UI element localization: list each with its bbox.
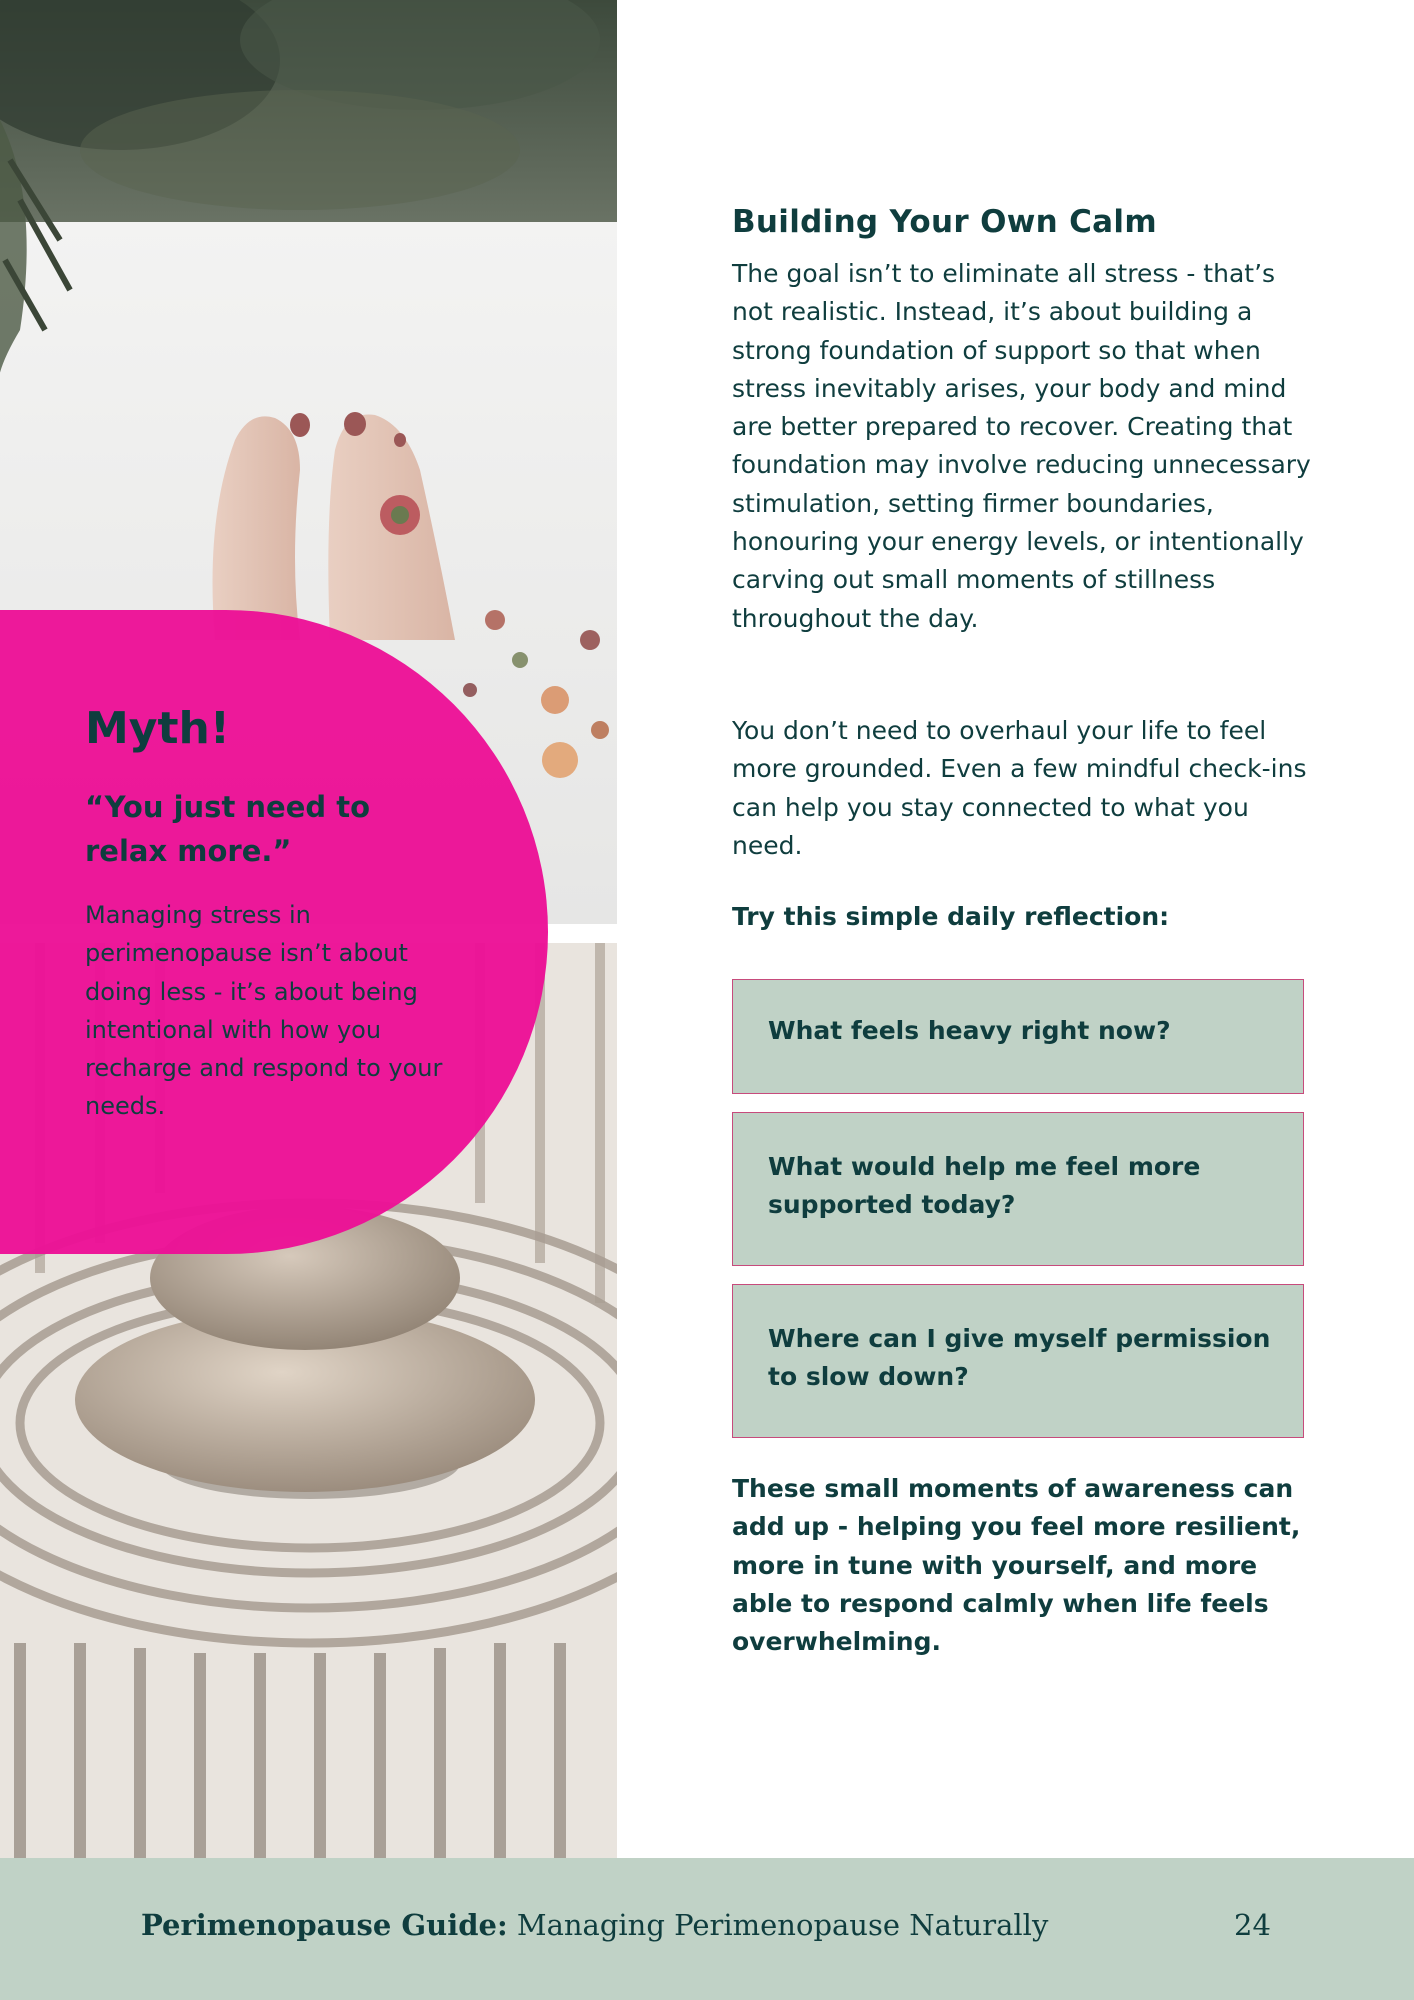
reflection-question-text: What would help me feel more supported today? (768, 1152, 1201, 1220)
section-title: Building Your Own Calm (732, 204, 1157, 240)
reflection-question-text: What feels heavy right now? (768, 1016, 1171, 1045)
myth-body: Managing stress in perimenopause isn’t about doing less - it’s about being intentional with how you recharge and respond to your needs. (85, 901, 443, 1121)
footer-guide-subtitle: Managing Perimenopause Naturally (516, 1908, 1049, 1942)
footer-guide-label: Perimenopause Guide: (141, 1908, 508, 1942)
myth-quote: “You just need to relax more.” (85, 790, 371, 868)
footer-guide-title (141, 1908, 1048, 1942)
reflection-question-box (732, 1112, 1304, 1266)
paragraph-2: You don’t need to overhaul your life to feel more grounded. Even a few mindful check-ins can help you stay connected to what you need. (732, 716, 1307, 860)
reflection-prompt: Try this simple daily reflection: (732, 902, 1170, 931)
reflection-question-box (732, 979, 1304, 1094)
reflection-question-box (732, 1284, 1304, 1438)
reflection-question-text: Where can I give myself permission to slow down? (768, 1324, 1271, 1392)
myth-title: Myth! (85, 703, 230, 754)
page-number: 24 (1234, 1908, 1271, 1942)
paragraph-1: The goal isn’t to eliminate all stress - that’s not realistic. Instead, it’s about building a strong foundation of support so that when stress inevitably arises, your body and mind are better prepared to recover. Creating that foundation may involve reducing unnecessary stimulation, setting firmer boundaries, honouring your energy levels, or intentionally carving out small moments of stillness throughout the day. (732, 259, 1311, 633)
page-footer (0, 1858, 1414, 2000)
closing-statement: These small moments of awareness can add up - helping you feel more resilient, more in tune with yourself, and more able to respond calmly when life feels overwhelming. (732, 1474, 1301, 1657)
